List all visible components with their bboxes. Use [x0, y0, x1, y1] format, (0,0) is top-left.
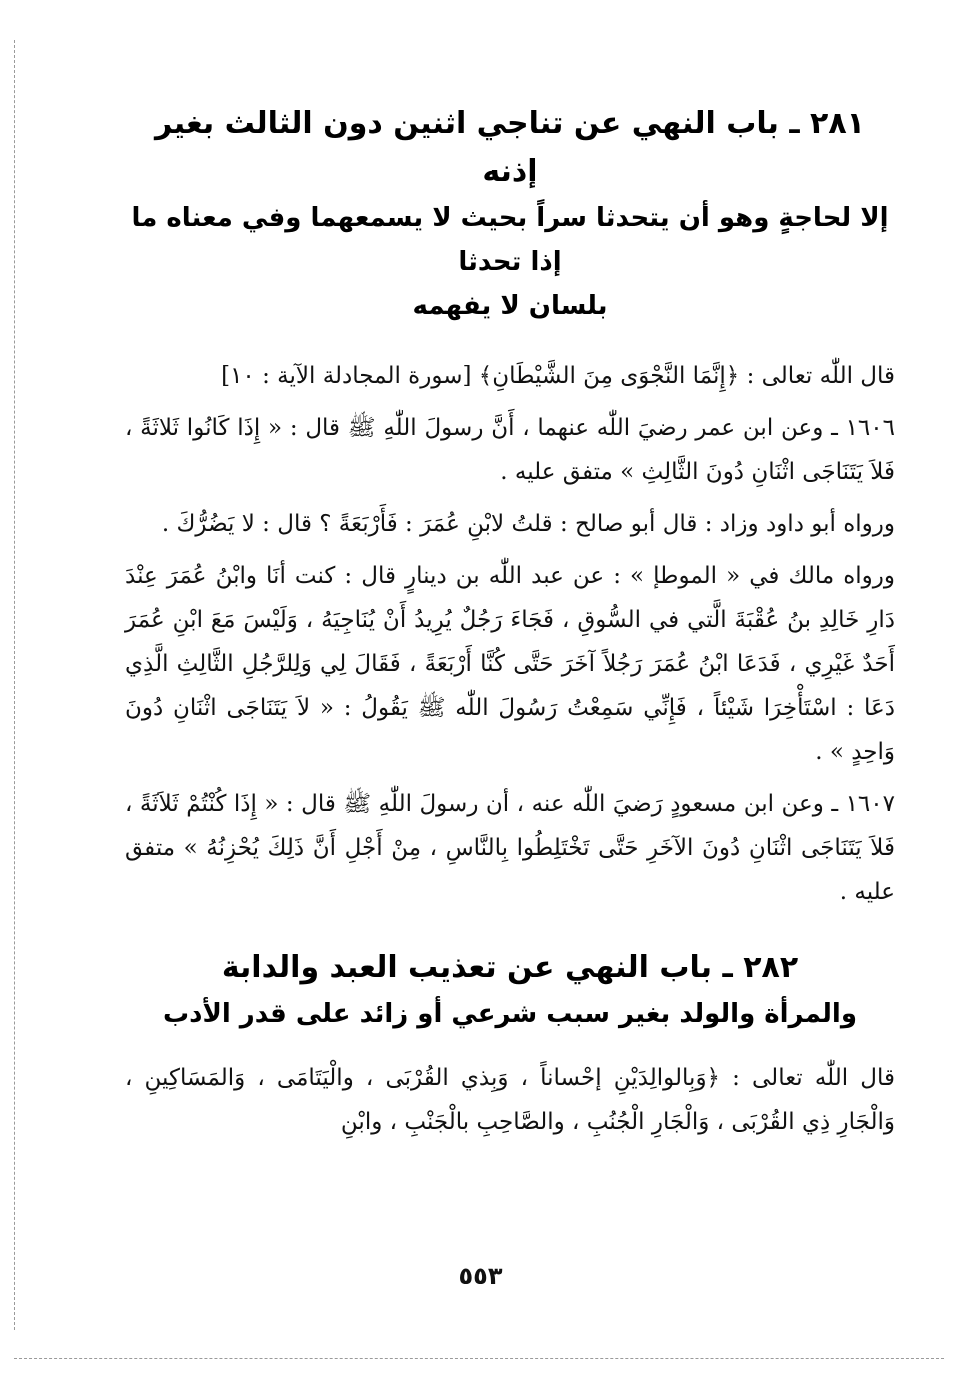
hadith-1607: ١٦٠٧ ـ وعن ابن مسعودٍ رَضيَ اللّٰه عنه ، أن رسولَ اللّٰهِ ﷺ قال : « إِذَا كُنْتُمْ ثَلاَثَةً ، فَلاَ يَتَنَاجَى اثْنَانِ دُونَ الآخَرِ حَتَّى تَخْتَلِطُوا بِالنَّاسِ ، مِنْ أَجْلِ أَنَّ ذَلِكَ يُحْزِنُهُ » متفق عليه . [125, 791, 895, 905]
chapter-282-heading [125, 944, 895, 1036]
scan-edge-bottom [14, 1358, 944, 1359]
malik-narration: ورواه مالك في « الموطإ » : عن عبد اللّٰه بن دينارٍ قال : كنت أنَا وابْنُ عُمَرَ عِنْدَ دَارِ خَالِدِ بنُ عُقْبَةَ الَّتي في السُّوقِ ، فَجَاءَ رَجُلٌ يُرِيدُ أَنْ يُنَاجِيَهُ ، وَلَيْسَ مَعَ ابْنِ عُمَرَ أَحَدٌ غَيْرِي ، فَدَعَا ابْنُ عُمَرَ رَجُلاً آخَرَ حَتَّى كُنَّا أَرْبَعَةً ، فَقَالَ لِي وَلِلرَّجُلِ الثَّالِثِ الَّذِي دَعَا : اسْتَأْخِرَا شَيْئاً ، فَإِنِّي سَمِعْتُ رَسُولَ اللّٰه ﷺ يَقُولُ : « لاَ يَتَنَاجَى اثْنَانِ دُونَ وَاحِدٍ » . [125, 563, 895, 765]
chapter-282-subtitle: والمرأة والولد بغير سبب شرعي أو زائد على قدر الأدب [163, 999, 857, 1029]
quran-verse-281: قال اللّٰه تعالى : ﴿إِنَّمَا النَّجْوَى مِنَ الشَّيْطَانِ﴾ [سورة المجادلة الآية : ١٠] [221, 363, 895, 389]
hadith-1606: ١٦٠٦ ـ وعن ابن عمر رضيَ اللّٰه عنهما ، أَنَّ رسولَ اللّٰهِ ﷺ قال : « إِذَا كَانُوا ثَلاثَةً ، فَلاَ يَتَنَاجَى اثْنَانِ دُونَ الثَّالِثِ » متفق عليه . [125, 415, 895, 485]
chapter-281-subtitle: إلا لحاجةٍ وهو أن يتحدثا سراً بحيث لا يسمعهما وفي معناه ما إذا تحدثا [131, 203, 889, 277]
quran-verse-282: قال اللّٰه تعالى : ﴿وَبِالوالِدَيْنِ إحْساناً ، وَبِذي القُرْبَى ، والْيَتَامَى ، وَالمَسَاكِينِ ، وَالْجَارِ ذِي القُرْبَى ، وَالْجَارِ الْجُنُبِ ، والصَّاحِبِ بالْجَنْبِ ، وابْنِ [125, 1065, 895, 1135]
chapter-281-subtitle-end: بلسان لا يفهمه [412, 291, 608, 321]
page-content [125, 100, 895, 1152]
scan-edge-left [14, 40, 15, 1330]
abu-dawud-narration: ورواه أبو داود وزاد : قال أبو صالح : قلتُ لابْنِ عُمَرَ : فَأَرْبَعَةً ؟ قال : لا يَضُرُّكَ . [161, 511, 895, 537]
chapter-281-heading [125, 100, 895, 328]
chapter-281-title: ٢٨١ ـ باب النهي عن تناجي اثنين دون الثالث بغير إذنه [155, 106, 865, 189]
page-number: ٥٥٣ [458, 1262, 503, 1290]
chapter-282-title: ٢٨٢ ـ باب النهي عن تعذيب العبد والدابة [221, 950, 799, 985]
